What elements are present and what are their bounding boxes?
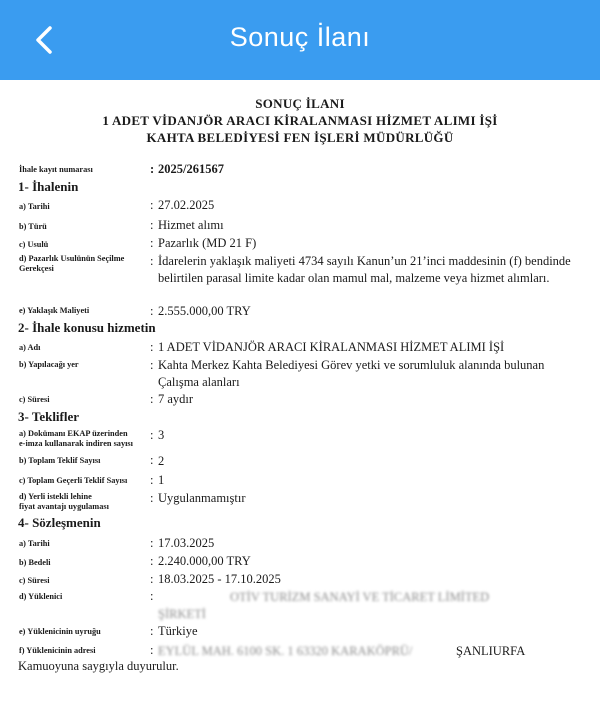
s4-tarihi-value: 17.03.2025 (158, 536, 215, 550)
s4-yuklenici-value-line-2: ŞİRKETİ (158, 607, 206, 621)
colon: : (150, 589, 154, 603)
s1-gerekce-label-2: Gerekçesi (19, 264, 54, 273)
s3-toplam-value: 2 (158, 454, 165, 468)
s1-maliyet-value: 2.555.000,00 TRY (158, 304, 251, 318)
s1-tarihi-value: 27.02.2025 (158, 198, 215, 212)
colon: : (150, 473, 154, 487)
s4-bedeli-label: b) Bedeli (19, 558, 51, 567)
s2-suresi-label: c) Süresi (19, 395, 50, 404)
s2-yer-value: Kahta Merkez Kahta Belediyesi Görev yetki ve sorumluluk alanında bulunan Çalışma alanları (158, 358, 545, 389)
s4-bedeli-value: 2.240.000,00 TRY (158, 554, 251, 568)
s1-turu-value: Hizmet alımı (158, 218, 224, 232)
s3-gecerli-label: c) Toplam Geçerli Teklif Sayısı (19, 476, 128, 485)
s4-yuklenici-label: d) Yüklenici (19, 592, 63, 601)
s1-usulu-label: c) Usulü (19, 240, 49, 249)
app-bar (0, 0, 600, 80)
s2-adi-value: 1 ADET VİDANJÖR ARACI KİRALANMASI HİZMET ALIMI İŞİ (158, 340, 505, 354)
section-2-title: 2- İhale konusu hizmetin (18, 320, 156, 335)
colon: : (150, 572, 154, 586)
colon: : (150, 304, 154, 318)
colon: : (150, 491, 154, 505)
s4-uyruk-value: Türkiye (158, 624, 198, 638)
s1-turu-label: b) Türü (19, 222, 47, 231)
s2-adi-label: a) Adı (19, 343, 41, 352)
s3-ekap-label-1: a) Dokümanı EKAP üzerinden (19, 429, 128, 438)
s4-adres-value-city: ŞANLIURFA (456, 644, 526, 658)
s4-suresi-value: 18.03.2025 - 17.10.2025 (158, 572, 281, 586)
kayit-label: İhale kayıt numarası (19, 165, 93, 174)
colon: : (150, 218, 154, 232)
s1-usulu-value: Pazarlık (MD 21 F) (158, 236, 257, 250)
s3-yerli-label-1: d) Yerli istekli lehine (19, 492, 92, 501)
s3-toplam-label: b) Toplam Teklif Sayısı (19, 456, 101, 465)
colon: : (150, 392, 154, 406)
section-4-title: 4- Sözleşmenin (18, 515, 101, 530)
colon: : (150, 198, 154, 212)
s4-yuklenici-value-line-1: OTİV TURİZM SANAYİ VE TİCARET LİMİTED (230, 590, 490, 604)
s1-maliyet-label: e) Yaklaşık Maliyeti (19, 306, 90, 315)
colon: : (150, 643, 154, 657)
s4-adres-label: f) Yüklenicinin adresi (19, 646, 96, 655)
page-title: Sonuç İlanı (229, 22, 371, 52)
colon: : (150, 453, 154, 467)
doc-heading-2: 1 ADET VİDANJÖR ARACI KİRALANMASI HİZMET ALIMI İŞİ (102, 113, 498, 128)
s1-tarihi-label: a) Tarihi (19, 202, 50, 211)
s4-adres-value-obscured: EYLÜL MAH. 6100 SK. 1 63320 KARAKÖPRÜ/ (158, 644, 413, 658)
colon: : (150, 254, 154, 268)
closing-statement: Kamuoyuna saygıyla duyurulur. (18, 659, 179, 673)
kayit-value: 2025/261567 (158, 162, 224, 176)
doc-heading-3: KAHTA BELEDİYESİ FEN İŞLERİ MÜDÜRLÜĞÜ (146, 130, 454, 145)
doc-heading-1: SONUÇ İLANI (255, 96, 345, 111)
colon: : (150, 162, 155, 176)
s2-yer-label: b) Yapılacağı yer (19, 360, 79, 369)
colon: : (150, 236, 154, 250)
s3-gecerli-value: 1 (158, 473, 165, 487)
section-3-title: 3- Teklifler (18, 409, 80, 424)
s1-gerekce-value: İdarelerin yaklaşık maliyeti 4734 sayılı Kanun’un 21’inci maddesinin (f) bendinde belirtilen parasal limite kadar olan mamul mal, malzeme veya hizmet alımları. (158, 254, 571, 285)
colon: : (150, 554, 154, 568)
s3-yerli-label-2: fiyat avantajı uygulaması (19, 502, 109, 511)
s3-ekap-value: 3 (158, 428, 165, 442)
section-1-title: 1- İhalenin (18, 179, 79, 194)
s4-uyruk-label: e) Yüklenicinin uyruğu (19, 627, 101, 636)
s3-yerli-value: Uygulanmamıştır (158, 491, 246, 505)
announcement-document (0, 80, 600, 710)
colon: : (150, 358, 154, 372)
colon: : (150, 624, 154, 638)
s2-suresi-value: 7 aydır (158, 392, 194, 406)
colon: : (150, 428, 154, 442)
s4-suresi-label: c) Süresi (19, 576, 50, 585)
s3-ekap-label-2: e-imza kullanarak indiren sayısı (19, 439, 133, 448)
colon: : (150, 340, 154, 354)
s1-gerekce-label-1: d) Pazarlık Usulünün Seçilme (19, 254, 125, 263)
s4-tarihi-label: a) Tarihi (19, 539, 50, 548)
colon: : (150, 536, 154, 550)
